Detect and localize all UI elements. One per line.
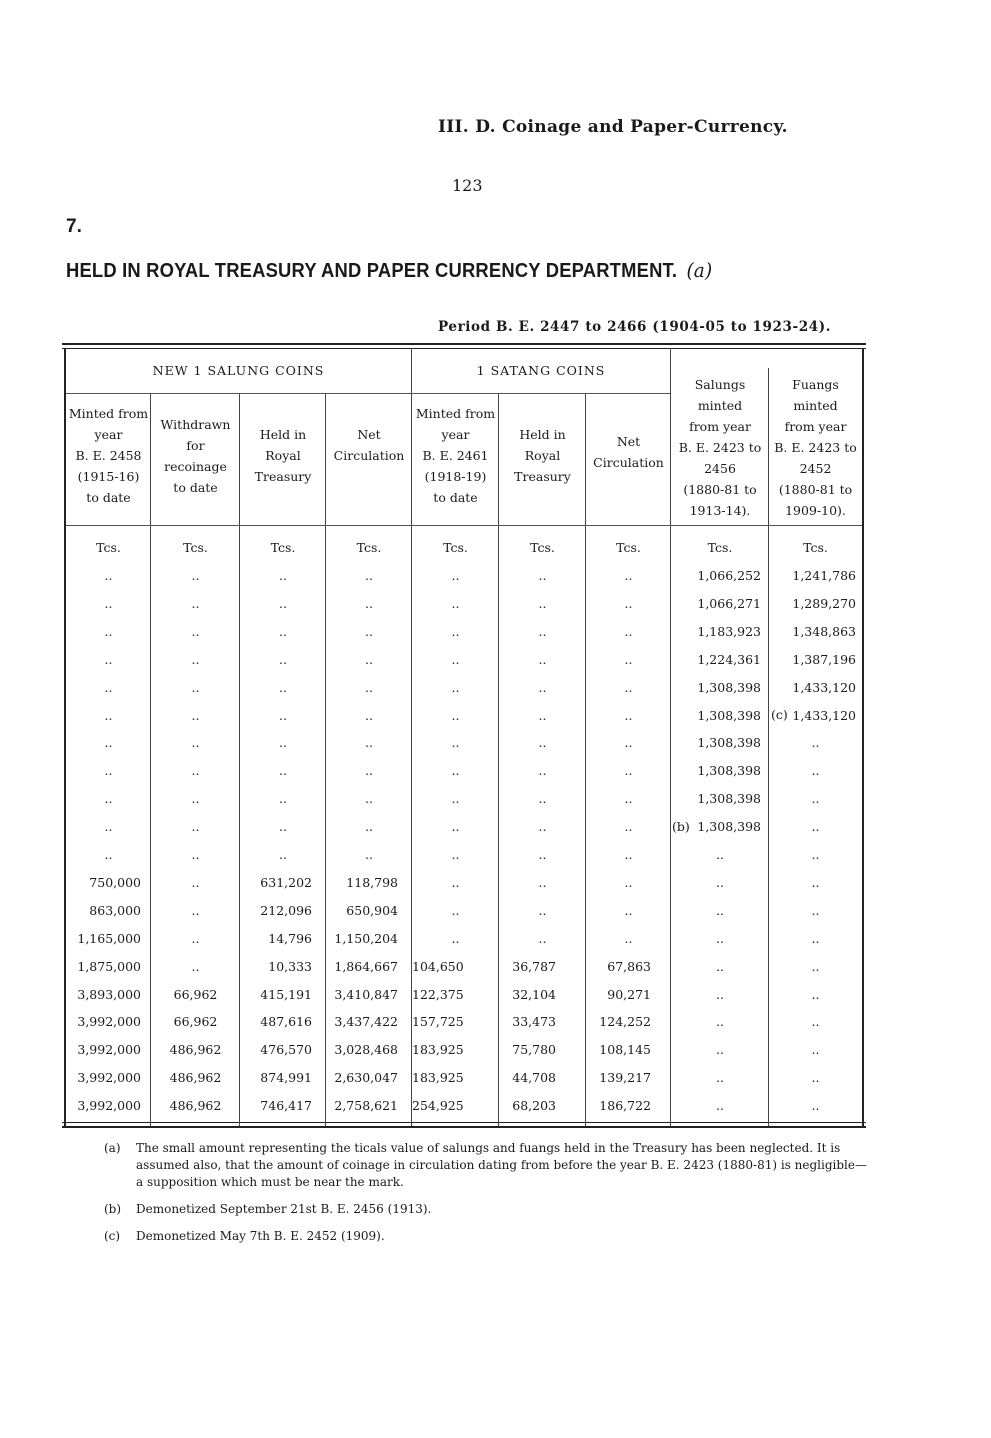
table-cell: .. [811,791,820,807]
table-cell: 108,145 [599,1042,651,1058]
table-cell: 122,375 [412,986,464,1002]
table-cell: .. [624,623,633,639]
table-cell: .. [624,874,633,890]
group-header-underline [66,393,670,394]
table-cell: .. [716,1014,724,1030]
table-cell: .. [538,623,547,639]
table-cell: .. [538,847,547,862]
table-cell: 186,722 [599,1098,651,1114]
table-cell: .. [365,735,373,751]
table-cell: 1,433,120 [792,679,856,695]
table-cell: 1,066,271 [697,595,761,611]
table-cell: 68,203 [512,1098,556,1114]
table-cell: .. [191,679,200,695]
table-cell: 1,165,000 [77,930,141,946]
table-top-rule [62,343,866,345]
table-cell: .. [191,735,200,751]
table-cell: .. [191,874,200,890]
column-header-underline [66,525,862,526]
table-cell: 1,289,270 [792,595,856,611]
table-cell: .. [716,958,724,974]
table-cell: .. [365,707,373,723]
table-cell: .. [811,874,820,890]
table-cell: .. [538,595,547,611]
table-cell: .. [624,819,633,835]
table-cell: .. [538,679,547,695]
table-cell: .. [104,735,113,751]
table-cell: .. [811,1070,820,1086]
table-cell: .. [279,847,287,862]
table-cell: .. [451,707,460,723]
table-cell: .. [191,623,200,639]
table-cell: .. [104,707,113,723]
table-cell: 118,798 [346,874,398,890]
table-cell: .. [451,930,460,946]
table-cell: 1,183,923 [697,623,761,639]
table-cell: .. [624,847,633,862]
unit-label: Tcs. [356,540,382,555]
period-caption: Period B. E. 2447 to 2466 (1904-05 to 1923-24). [438,319,831,335]
table-cell: 124,252 [599,1014,651,1030]
table-cell: .. [624,735,633,751]
table-cell: 36,787 [512,958,556,974]
footnote-text: Demonetized May 7th B. E. 2452 (1909). [136,1229,385,1243]
table-cell: 487,616 [260,1014,312,1030]
table-cell: .. [191,651,200,667]
table-cell: .. [538,651,547,667]
footnote-text: The small amount representing the ticals value of salungs and fuangs held in the Treasury has been neglected. It is assumed also, that the amount of coinage in circulation dating from before the year B. E. 2423 (1880-81) is negligible— a supposition which must be near the mark. [136,1141,867,1189]
table-cell: .. [279,819,287,835]
table-cell: .. [191,930,200,946]
column-header: Held in Royal Treasury [514,427,571,484]
table-cell: .. [716,986,724,1002]
table-cell: .. [191,568,200,583]
satang-group-header: 1 SATANG COINS [476,363,606,378]
table-cell: 1,066,252 [697,568,761,583]
table-cell: .. [811,986,820,1002]
table-cell: .. [191,902,200,918]
table-cell: 183,925 [412,1070,464,1086]
footnote-label: (c) [104,1229,121,1243]
table-cell: .. [624,568,633,583]
salung-group-header: NEW 1 SALUNG COINS [152,363,325,378]
table-cell: .. [191,819,200,835]
table-cell: 750,000 [89,874,141,890]
table-cell: .. [279,679,287,695]
table-cell: .. [279,707,287,723]
unit-label: Tcs. [530,540,555,555]
table-cell: 1,308,398 [697,707,761,723]
table-cell: .. [716,847,724,862]
table-cell: .. [451,735,460,751]
table-cell: 44,708 [512,1070,556,1086]
table-cell: 1,864,667 [334,958,398,974]
table-cell: 486,962 [169,1042,222,1058]
table-cell: .. [624,707,633,723]
table-cell: .. [624,902,633,918]
table-cell: .. [365,819,373,835]
table-number: 7. [66,216,82,237]
table-cell: .. [104,568,113,583]
table-cell: .. [538,874,547,890]
column-header: Minted from year B. E. 2458 (1915-16) to date [68,406,149,505]
table-cell: .. [191,958,200,974]
table-cell: 1,308,398 [697,735,761,751]
table-cell: 254,925 [412,1098,464,1114]
footnote-b-marker: (b) [672,819,690,834]
table-cell: .. [451,763,460,779]
footnote-label: (a) [104,1141,121,1155]
table-cell: .. [104,595,113,611]
table-cell: .. [365,568,373,583]
table-cell: 746,417 [260,1098,312,1114]
table-cell: .. [624,679,633,695]
table-cell: .. [279,623,287,639]
table-cell: .. [811,735,820,751]
table-cell: .. [624,930,633,946]
table-cell: .. [716,930,724,946]
table-cell: .. [365,847,373,862]
table-cell: .. [451,874,460,890]
table-cell: .. [716,1070,724,1086]
column-header: Held in Royal Treasury [254,427,312,484]
table-cell: .. [279,595,287,611]
column-header: Withdrawn for recoinage to date [160,417,231,495]
column-header: Salungs minted from year B. E. 2423 to 2456 (1880-81 to 1913-14). [678,377,762,518]
table-cell: 2,758,621 [334,1098,398,1114]
table-cell: .. [716,1098,724,1114]
footnote-c [104,1228,874,1245]
table-cell: .. [279,791,287,807]
footnotes [104,1140,874,1255]
table-cell: 157,725 [412,1014,464,1030]
table-cell: 631,202 [260,874,312,890]
unit-label: Tcs. [616,540,641,555]
title-footnote-ref: (a) [686,258,713,282]
footnote-c-marker: (c) [771,707,788,722]
table-cell: 3,992,000 [77,1042,141,1058]
table-cell: .. [538,568,547,583]
table-cell: 32,104 [512,986,556,1002]
table-cell: .. [451,651,460,667]
column-header: Minted from year B. E. 2461 (1918-19) to date [415,406,496,505]
table-cell: .. [538,902,547,918]
table-cell: 1,150,204 [334,930,398,946]
table-cell: 75,780 [512,1042,556,1058]
table-cell: .. [279,735,287,751]
section-title: III. D. Coinage and Paper-Currency. [438,117,788,137]
table-cell: .. [624,651,633,667]
table-cell: 66,962 [173,1014,218,1030]
table-cell: .. [191,847,200,862]
unit-label: Tcs. [96,540,121,555]
table-cell: .. [451,791,460,807]
table-cell: .. [538,707,547,723]
table-cell: .. [538,791,547,807]
unit-label: Tcs. [443,540,468,555]
table-cell: .. [104,791,113,807]
page-title [66,258,712,283]
table-cell: .. [538,735,547,751]
table-cell: .. [451,847,460,862]
table-cell: 486,962 [169,1098,222,1114]
table-cell: 3,410,847 [334,986,398,1002]
unit-label: Tcs. [707,540,733,555]
table-cell: 1,433,120 [792,707,856,723]
table-cell: .. [538,930,547,946]
page-number: 123 [452,176,483,195]
unit-label: Tcs. [803,540,828,555]
table-cell: .. [716,1042,724,1058]
table-cell: 1,348,863 [792,623,856,639]
table-cell: 874,991 [260,1070,312,1086]
table-cell: 104,650 [412,958,464,974]
table-cell: .. [451,595,460,611]
table-cell: .. [451,679,460,695]
table-cell: 476,570 [260,1042,312,1058]
table-cell: 2,630,047 [334,1070,398,1086]
table-cell: .. [279,651,287,667]
table-cell: .. [811,930,820,946]
table-cell: 14,796 [268,930,312,946]
table-cell: 183,925 [412,1042,464,1058]
table-cell: 1,224,361 [697,651,761,667]
table-cell: .. [811,902,820,918]
table-cell: .. [624,791,633,807]
unit-label: Tcs. [183,540,208,555]
table-cell: .. [279,763,287,779]
table-cell: .. [811,1014,820,1030]
table-cell: 1,308,398 [697,679,761,695]
table-top-rule-inner [62,348,866,349]
table-cell: .. [716,902,724,918]
table-cell: .. [104,651,113,667]
table-cell: .. [104,763,113,779]
footnote-a [104,1140,874,1191]
table-cell: .. [279,568,287,583]
table-cell: .. [451,819,460,835]
table-cell: .. [811,847,820,862]
table-cell: 1,387,196 [792,651,856,667]
unit-label: Tcs. [270,540,296,555]
table-cell: 486,962 [169,1070,222,1086]
table-cell: .. [624,595,633,611]
table-cell: .. [451,568,460,583]
column-header: Net Circulation [593,434,664,470]
table-cell: 66,962 [173,986,218,1002]
table-cell: .. [451,902,460,918]
table-cell: .. [451,623,460,639]
table-cell: .. [191,707,200,723]
table-cell: .. [191,763,200,779]
table-cell: .. [811,819,820,835]
table-cell: 1,308,398 [697,763,761,779]
table-cell: .. [104,623,113,639]
table-cell: 33,473 [512,1014,556,1030]
table-cell: 3,992,000 [77,1098,141,1114]
title-text: HELD IN ROYAL TREASURY AND PAPER CURRENCY DEPARTMENT. [66,260,678,282]
table-cell: 10,333 [268,958,312,974]
table-cell: 3,437,422 [334,1014,398,1030]
table-cell: .. [365,679,373,695]
table-cell: .. [811,958,820,974]
table-cell: .. [191,791,200,807]
table-cell: 415,191 [260,986,312,1002]
table-cell: 212,096 [260,902,312,918]
table-cell: .. [624,763,633,779]
table-right-border [862,348,864,1126]
table-cell: .. [365,623,373,639]
table-cell: .. [104,679,113,695]
table-cell: 139,217 [599,1070,651,1086]
table-cell: .. [104,819,113,835]
table-cell: .. [365,651,373,667]
table-cell: 1,308,398 [697,791,761,807]
table-cell: 1,875,000 [77,958,141,974]
table-cell: 3,893,000 [77,986,141,1002]
table-cell: .. [716,874,724,890]
footnote-text: Demonetized September 21st B. E. 2456 (1913). [136,1202,432,1216]
table-cell: 3,992,000 [77,1014,141,1030]
table-cell: .. [538,763,547,779]
table-cell: 3,992,000 [77,1070,141,1086]
table-bottom-rule [62,1126,866,1128]
table-cell: .. [104,847,113,862]
table-cell: .. [811,1098,820,1114]
table-cell: 863,000 [89,902,141,918]
footnote-b [104,1201,874,1218]
table-cell: .. [365,763,373,779]
table-bottom-rule-inner [62,1122,866,1123]
table-cell: .. [811,1042,820,1058]
table-cell: 90,271 [607,986,651,1002]
table-cell: .. [811,763,820,779]
table-cell: .. [538,819,547,835]
column-header: Net Circulation [333,427,405,463]
column-header: Fuangs minted from year B. E. 2423 to 2452 (1880-81 to 1909-10). [774,377,857,518]
table-cell: 67,863 [607,958,651,974]
table-cell: 1,308,398 [697,819,761,835]
footnote-label: (b) [104,1202,122,1216]
table-cell: .. [365,791,373,807]
table-cell: .. [365,595,373,611]
table-cell: 1,241,786 [792,568,856,583]
table-cell: 3,028,468 [334,1042,398,1058]
table-cell: .. [191,595,200,611]
table-cell: 650,904 [346,902,398,918]
